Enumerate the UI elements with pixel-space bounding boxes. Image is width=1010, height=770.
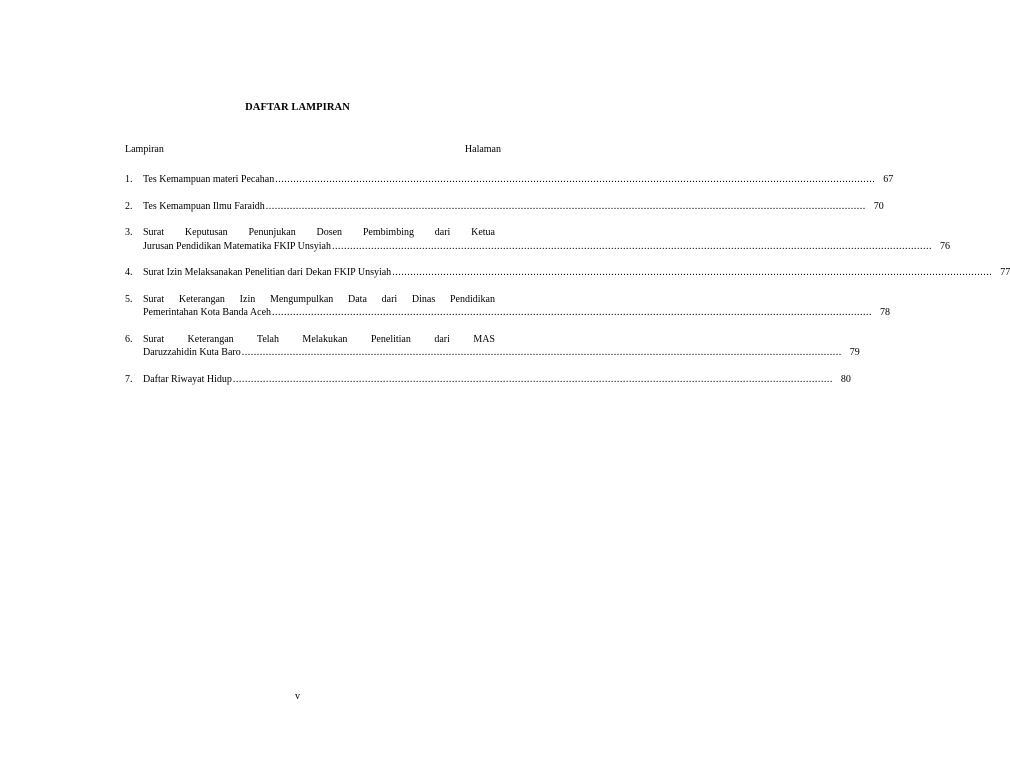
list-item-page-number: 79	[849, 347, 860, 358]
dot-leader: ........................................................................................................................................................................................................	[232, 373, 833, 385]
list-item-label: Tes Kemampuan materi Pecahan	[143, 174, 275, 185]
dot-leader: ........................................................................................................................................................................................................	[265, 200, 866, 212]
list-item-label: Surat Izin Melaksanakan Penelitian dari Dekan FKIP Unsyiah	[143, 267, 392, 278]
list-item-text-line: Surat Keterangan Telah Melakukan Penelitian dari MAS	[143, 333, 495, 345]
list-item-label: Jurusan Pendidikan Matematika FKIP Unsyiah	[143, 240, 331, 252]
list-item-number: 2.	[125, 200, 133, 212]
list-item	[125, 373, 851, 387]
list-item-page-number: 67	[883, 174, 894, 185]
dot-leader: ........................................................................................................................................................................................................	[241, 347, 842, 358]
list-item-label: Tes Kemampuan Ilmu Faraidh	[143, 200, 265, 212]
column-header-lampiran: Lampiran	[125, 144, 164, 155]
list-item	[125, 200, 884, 214]
list-item	[125, 226, 950, 253]
list-item-page-number: 78	[880, 307, 891, 318]
page-number: v	[295, 691, 300, 702]
list-item-number: 5.	[125, 293, 133, 305]
list-item-page-number: 76	[939, 240, 950, 252]
list-item-page-number: 80	[840, 373, 851, 385]
list-item-label: Daftar Riwayat Hidup	[143, 373, 232, 385]
list-item-number: 6.	[125, 333, 133, 345]
list-item-number: 7.	[125, 373, 133, 385]
appendix-list	[125, 173, 1010, 399]
list-item	[125, 293, 891, 320]
list-item-text-line: Surat Keputusan Penunjukan Dosen Pembimbing dari Ketua	[143, 227, 495, 238]
list-item-number: 1.	[125, 174, 133, 185]
dot-leader: ........................................................................................................................................................................................................	[275, 174, 876, 185]
list-item	[125, 266, 1010, 280]
column-header-halaman: Halaman	[464, 144, 501, 155]
list-item	[125, 173, 894, 187]
list-item-page-number: 70	[873, 200, 884, 212]
dot-leader: ........................................................................................................................................................................................................	[272, 307, 873, 318]
list-item-label: Pemerintahan Kota Banda Aceh	[143, 307, 272, 318]
dot-leader: ........................................................................................................................................................................................................	[392, 267, 993, 278]
list-item-page-number: 77	[1000, 267, 1010, 278]
list-item-number: 3.	[125, 227, 133, 238]
dot-leader: ........................................................................................................................................................................................................	[331, 240, 932, 252]
page-title: DAFTAR LAMPIRAN	[245, 102, 350, 113]
list-item-label: Daruzzahidin Kuta Baro	[143, 347, 241, 358]
list-item-number: 4.	[125, 267, 133, 278]
list-item-text-line: Surat Keterangan Izin Mengumpulkan Data dari Dinas Pendidikan	[143, 293, 495, 305]
list-item	[125, 333, 860, 360]
